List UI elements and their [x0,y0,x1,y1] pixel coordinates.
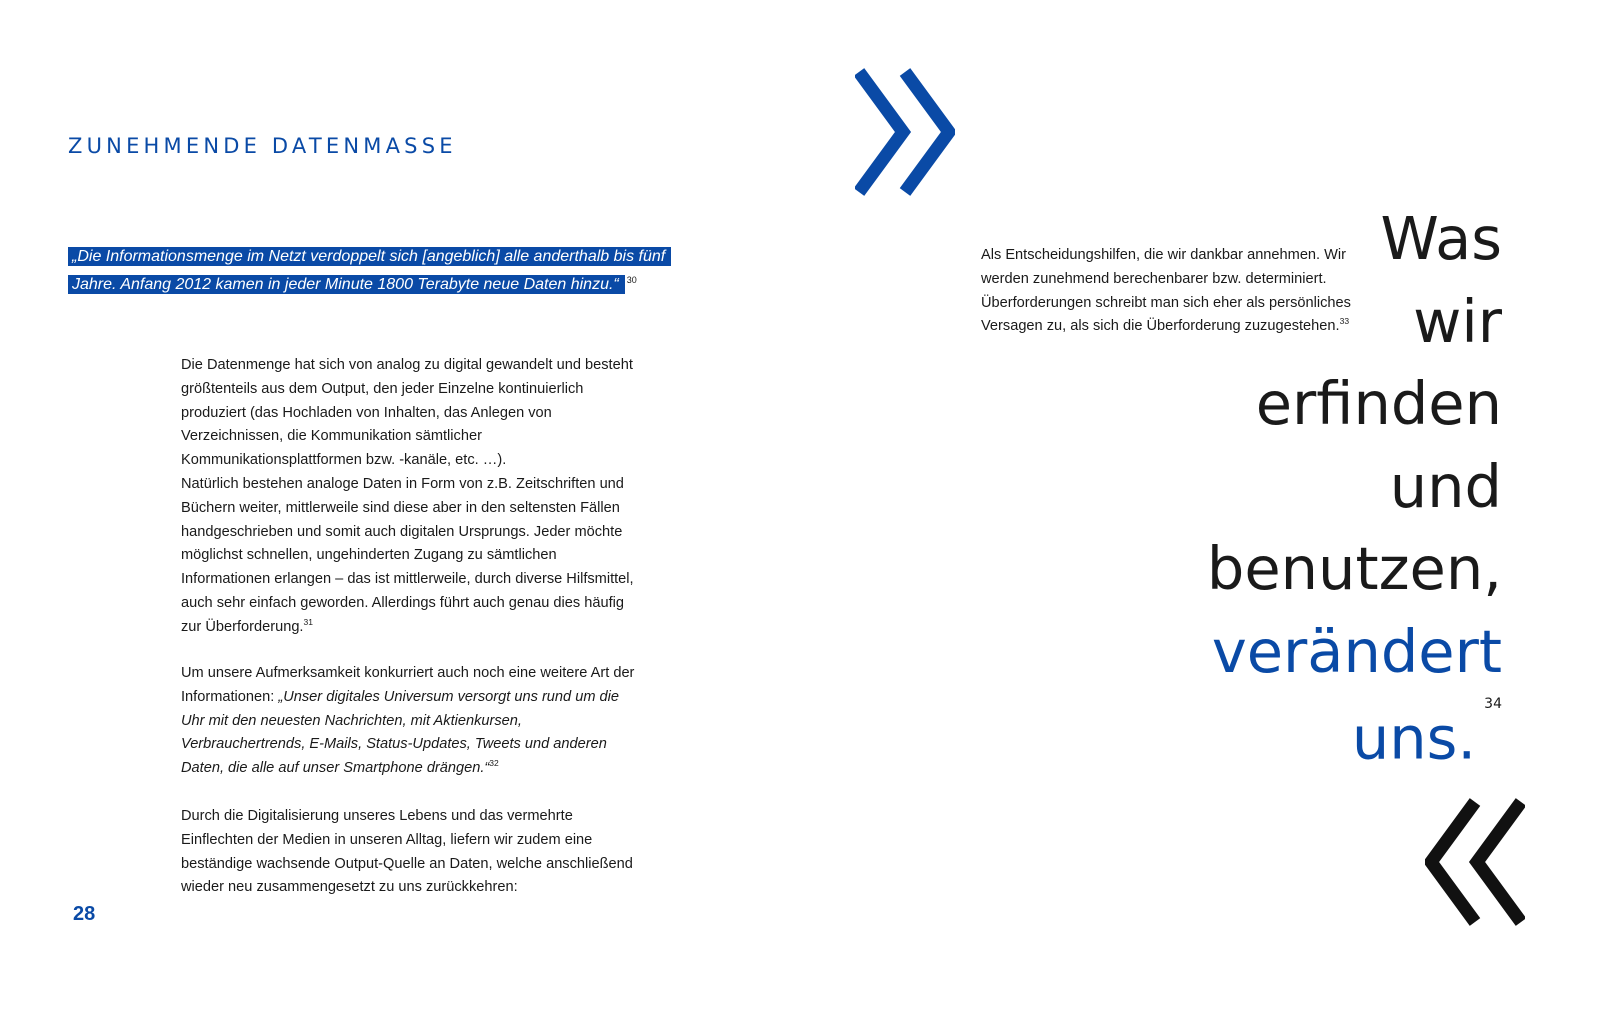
body-paragraph-2 [181,662,641,781]
footnote-31: 31 [303,616,313,627]
big-quote-line: erfinden [1255,369,1502,438]
pull-quote-text: „Die Informationsmenge im Netzt verdoppelt sich [angeblich] alle anderthalb bis fünf Jahre. Anfang 2012 kamen in jeder Minute 1800 Terabyte neue Daten hinzu.“ [68,247,671,294]
big-quote-line-accent: uns. [1351,703,1477,773]
footnote-34: 34 [1484,696,1502,712]
page-number: 28 [73,903,96,925]
chevron-left-double-icon [1425,798,1525,928]
chevron-right-double-icon [855,68,955,198]
section-heading: ZUNEHMENDE DATENMASSE [68,134,457,158]
footnote-32: 32 [489,758,499,769]
paragraph-text: Um unsere Aufmerksamkeit konkurriert auch noch eine weitere Art der Informationen: [181,665,635,705]
big-quote [1172,198,1502,780]
big-quote-line: benutzen, [1206,534,1502,603]
big-quote-line: und [1389,451,1502,521]
paragraph-text: Natürlich bestehen analoge Daten in Form von z.B. Zeitschriften und Büchern weiter, mittlerweile sind diese aber in den seltensten Fällen handgeschrieben und somit auch digitalen Ursprungs. Jeder möchte möglichst schnellen, ungehinderten Zugang zu sämtlichen Informationen erlangen – das ist mittlerweile, durch diverse Hilfsmittel, auch sehr einfach geworden. Allerdings führt auch genau dies häufig zur Überforderung. [181,475,634,635]
big-quote-line: Was [1380,204,1502,273]
big-quote-line: wir [1413,286,1502,356]
body-paragraph-1 [181,354,641,640]
big-quote-line-accent: verändert [1211,616,1502,686]
body-paragraph-3 [181,805,641,900]
paragraph-text: Die Datenmenge hat sich von analog zu digital gewandelt und besteht größtenteils aus dem Output, den jeder Einzelne kontinuierlich produziert (das Hochladen von Inhalten, das Anlegen von Verzeichnissen, die Kommunikation sämtlicher Kommunikationsplattformen bzw. -kanäle, etc. …). [181,357,633,469]
footnote-33: 33 [1339,316,1350,327]
paragraph-text: Durch die Digitalisierung unseres Lebens und das vermehrte Einflechten der Medien in unseren Alltag, liefern wir zudem eine beständige wachsende Output-Quelle an Daten, welche anschließend wieder neu zusammengesetzt zu uns zurückkehren: [181,808,633,896]
paragraph-text: Als Entscheidungshilfen, die wir dankbar annehmen. Wir werden zunehmend berechenbarer bzw. determiniert. Überforderungen schreibt man sich eher als persönliches Versagen zu, als sich die Überforderung zuzugestehen. [981,247,1351,335]
pull-quote [68,245,708,296]
inline-quote: „Unser digitales Universum versorgt uns rund um die Uhr mit den neuesten Nachrichten, mit Aktienkursen, Verbrauchertrends, E-Mails, Status-Updates, Tweets und anderen Daten, die alle auf unser Smartphone drängen.“ [181,688,620,777]
footnote-30: 30 [626,274,637,285]
